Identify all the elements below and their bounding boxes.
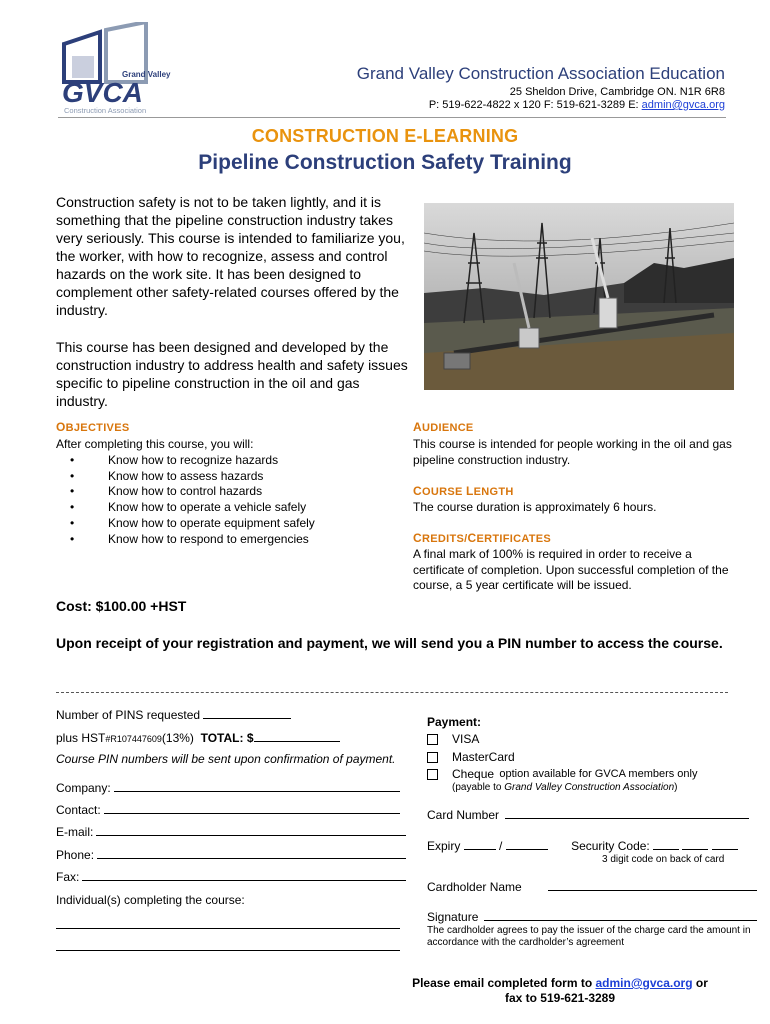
- individuals-line-2[interactable]: [56, 950, 400, 951]
- signature-field[interactable]: Signature: [427, 910, 757, 924]
- pin-note: Upon receipt of your registration and payment, we will send you a PIN number to access the course.: [56, 635, 723, 651]
- intro-paragraph-1: Construction safety is not to be taken lightly, and it is something that the pipeline construction industry takes very seriously. This course is intended to familiarize you, the worker, with how to recognize, assess and control hazards on the work site. It has been designed to complement other safety-related courses offered by the industry.: [56, 194, 405, 318]
- cardholder-name-field[interactable]: Cardholder Name: [427, 880, 757, 894]
- logo-tagline-top: Grand Valley: [122, 70, 171, 79]
- visa-checkbox[interactable]: [427, 734, 438, 745]
- pipeline-construction-photo: [424, 203, 734, 390]
- security-code-line-1[interactable]: [653, 838, 679, 850]
- cost-label: Cost: $100.00 +HST: [56, 598, 187, 614]
- email-field[interactable]: E-mail:: [56, 825, 406, 839]
- pins-input-line[interactable]: [203, 707, 291, 719]
- list-item: • Know how to operate equipment safely: [70, 516, 315, 532]
- cheque-option[interactable]: Cheque option available for GVCA members only: [427, 767, 698, 781]
- intro-paragraph-2: This course has been designed and developed by the construction industry to address health and safety issues specific to pipeline construction in the oil and gas industry.: [56, 339, 408, 409]
- contact-field[interactable]: Contact:: [56, 803, 406, 817]
- company-field[interactable]: Company:: [56, 781, 406, 795]
- page-kicker: CONSTRUCTION E-LEARNING: [251, 126, 519, 146]
- footer-line-2: fax to 519-621-3289: [504, 991, 616, 1005]
- credits-text: A final mark of 100% is required in order to receive a certificate of completion. Upon successful completion of the course, a 5 year certificate will be issued.: [413, 547, 729, 592]
- audience-text: This course is intended for people working in the oil and gas pipeline construction industry.: [413, 437, 732, 467]
- header-divider: [58, 117, 726, 118]
- phone-field[interactable]: Phone:: [56, 848, 406, 862]
- credits-heading: CREDITS/CERTIFICATES: [413, 531, 552, 545]
- expiry-year-line[interactable]: [506, 838, 548, 850]
- fax-field[interactable]: Fax:: [56, 870, 406, 884]
- cheque-payee-note: (payable to Grand Valley Construction Association): [452, 782, 678, 793]
- individuals-label: Individual(s) completing the course:: [56, 893, 245, 907]
- course-length-heading: COURSE LENGTH: [413, 484, 514, 498]
- list-item: • Know how to operate a vehicle safely: [70, 500, 315, 516]
- org-address: 25 Sheldon Drive, Cambridge ON. N1R 6R8: [509, 86, 725, 98]
- visa-option[interactable]: VISA: [427, 732, 479, 746]
- page-title: Pipeline Construction Safety Training: [198, 151, 572, 174]
- logo-wordmark: GVCA: [62, 77, 143, 108]
- list-item: • Know how to respond to emergencies: [70, 532, 315, 548]
- list-item: • Know how to control hazards: [70, 484, 315, 500]
- org-name: Grand Valley Construction Association Education: [356, 64, 725, 83]
- org-contact-numbers: P: 519-622-4822 x 120 F: 519-621-3289 E:: [428, 99, 642, 111]
- expiry-month-line[interactable]: [464, 838, 496, 850]
- cheque-checkbox[interactable]: [427, 769, 438, 780]
- footer-line-1: Please email completed form to admin@gvca.org or: [412, 976, 708, 990]
- hst-total-field: plus HST#R107447609(13%) TOTAL: $: [56, 730, 340, 745]
- cut-line: [56, 692, 728, 693]
- logo-tagline-bottom: Construction Association: [64, 106, 147, 115]
- objectives-heading: OBJECTIVES: [56, 420, 130, 434]
- list-item: • Know how to recognize hazards: [70, 453, 315, 469]
- audience-heading: AUDIENCE: [413, 420, 474, 434]
- security-code-line-2[interactable]: [682, 838, 708, 850]
- mastercard-option[interactable]: MasterCard: [427, 750, 515, 764]
- expiry-security-row: Expiry / Security Code:: [427, 838, 738, 853]
- org-contact: [429, 99, 725, 111]
- pin-delivery-note: Course PIN numbers will be sent upon confirmation of payment.: [56, 752, 396, 766]
- objectives-list: [70, 453, 315, 547]
- signature-agreement-note: The cardholder agrees to pay the issuer of the charge card the amount in accordance with the cardholder’s agreement: [427, 925, 751, 948]
- org-email-link[interactable]: admin@gvca.org: [641, 99, 725, 111]
- pins-requested-field[interactable]: Number of PINS requested: [56, 707, 291, 722]
- list-item: • Know how to assess hazards: [70, 469, 315, 485]
- footer-instructions: [360, 976, 760, 1006]
- security-code-line-3[interactable]: [712, 838, 738, 850]
- gvca-logo: [60, 22, 180, 117]
- individuals-line-1[interactable]: [56, 928, 400, 929]
- course-length-text: The course duration is approximately 6 hours.: [413, 500, 657, 514]
- total-input-line[interactable]: [254, 730, 340, 742]
- payment-heading: Payment:: [427, 715, 482, 729]
- security-code-note: 3 digit code on back of card: [602, 854, 725, 865]
- objectives-intro: After completing this course, you will:: [56, 437, 254, 451]
- card-number-field[interactable]: Card Number: [427, 808, 749, 822]
- footer-email-link[interactable]: admin@gvca.org: [595, 976, 693, 990]
- mastercard-checkbox[interactable]: [427, 752, 438, 763]
